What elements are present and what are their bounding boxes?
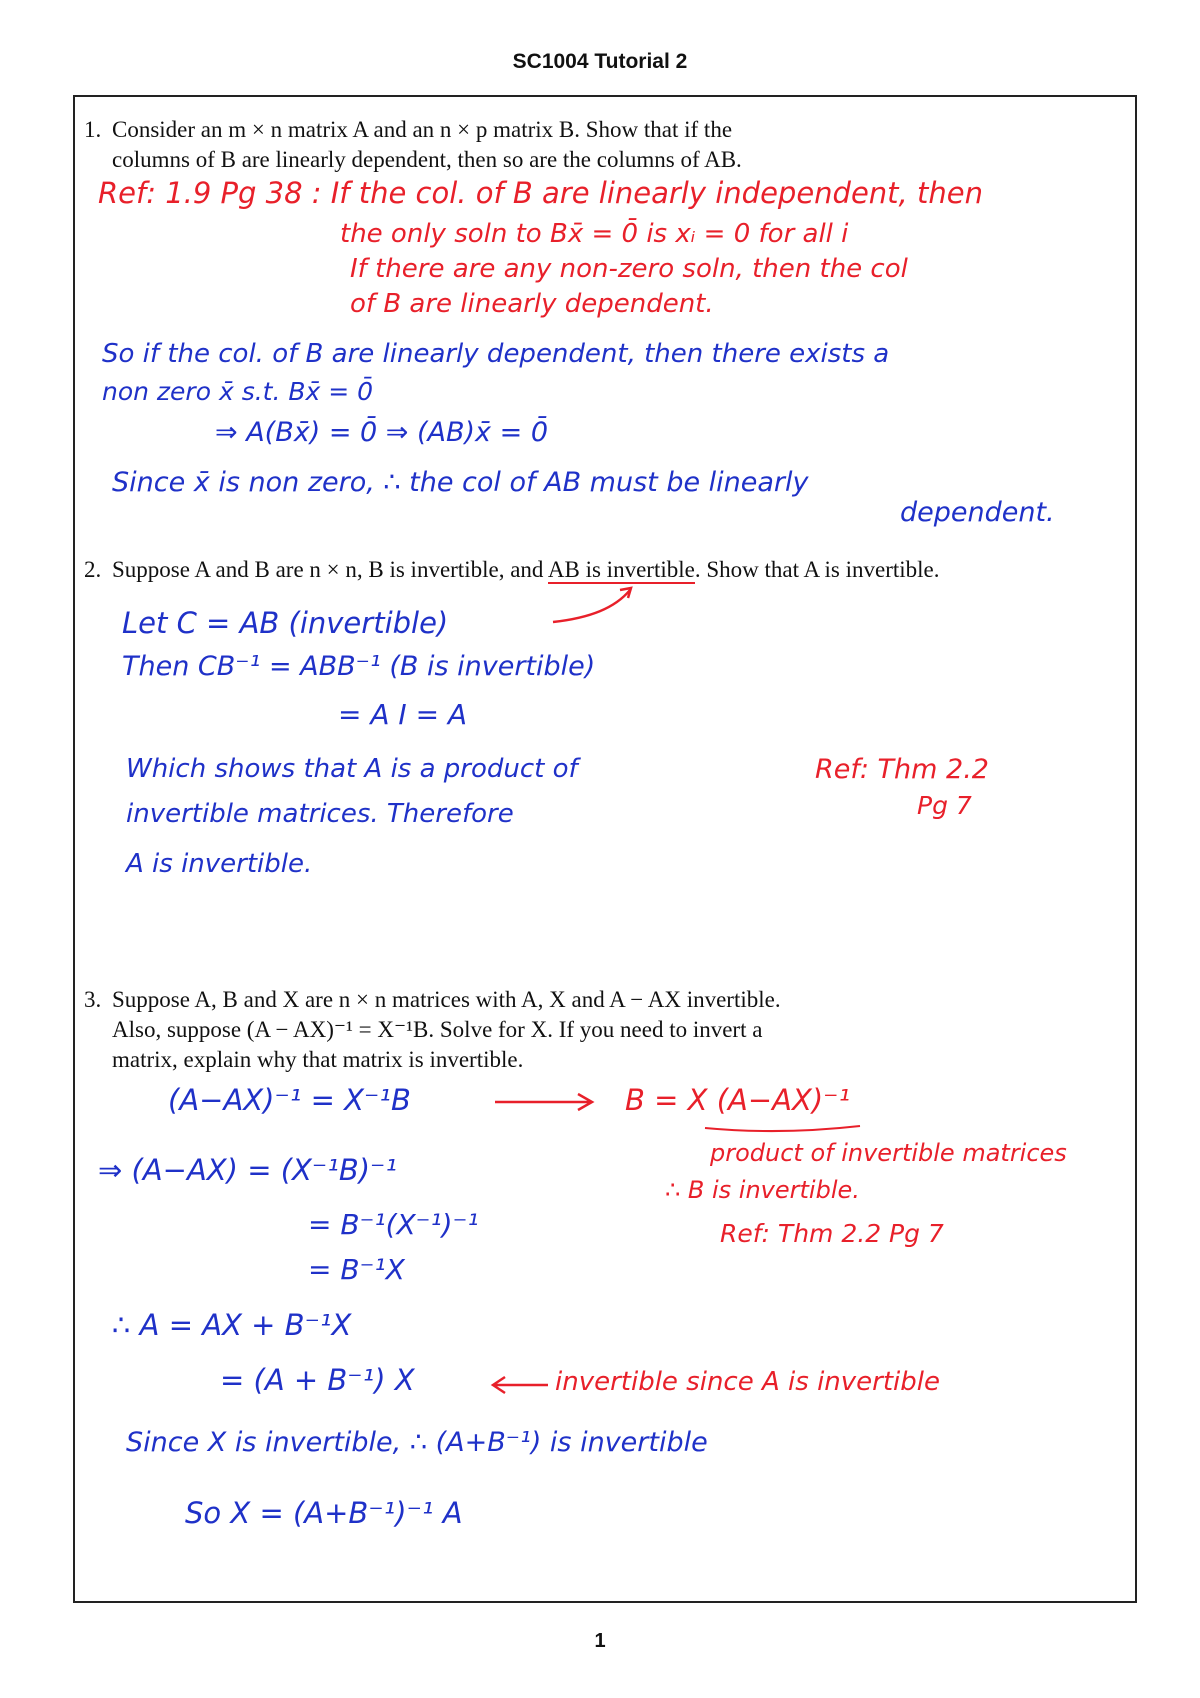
handwritten-note: invertible since A is invertible: [555, 1367, 940, 1397]
handwritten-note: of B are linearly dependent.: [350, 289, 714, 319]
handwritten-note: Since x̄ is non zero, ∴ the col of AB must be linearly: [112, 467, 809, 498]
handwritten-note: = B⁻¹(X⁻¹)⁻¹: [308, 1208, 479, 1241]
question-text-line: Also, suppose (A − AX)⁻¹ = X⁻¹B. Solve for X. If you need to invert a: [112, 1017, 763, 1042]
handwritten-note: = (A + B⁻¹) X: [220, 1363, 415, 1397]
handwritten-note: = B⁻¹X: [308, 1253, 405, 1286]
handwritten-note: product of invertible matrices: [710, 1139, 1067, 1167]
handwritten-note: (A−AX)⁻¹ = X⁻¹B: [168, 1083, 411, 1117]
handwritten-note: Since X is invertible, ∴ (A+B⁻¹) is invertible: [126, 1427, 708, 1458]
page-header: SC1004 Tutorial 2: [512, 50, 688, 73]
handwritten-note: Ref: Thm 2.2 Pg 7: [720, 1219, 944, 1248]
handwritten-note: Ref: 1.9 Pg 38 : If the col. of B are linearly independent, then: [98, 176, 983, 210]
question-number: 1.: [84, 117, 102, 142]
handwritten-note: Ref: Thm 2.2: [815, 754, 989, 785]
page-number: 1: [594, 1630, 606, 1652]
handwritten-note: dependent.: [900, 497, 1055, 528]
handwritten-note: Then CB⁻¹ = ABB⁻¹ (B is invertible): [122, 651, 596, 682]
handwritten-note: Pg 7: [917, 791, 972, 820]
arrow-icon: [495, 1094, 592, 1110]
question-text-line: Consider an m × n matrix A and an n × p matrix B. Show that if the: [112, 117, 733, 142]
handwritten-note: So if the col. of B are linearly dependent, then there exists a: [102, 339, 890, 369]
handwritten-note: ∴ A = AX + B⁻¹X: [112, 1308, 352, 1342]
handwritten-note: A is invertible.: [126, 849, 313, 879]
handwritten-note: Let C = AB (invertible): [122, 606, 449, 640]
question-text-line: matrix, explain why that matrix is invertible.: [112, 1047, 524, 1072]
handwritten-note: = A I = A: [338, 698, 468, 731]
question-text: Suppose A and B are n × n, B is invertible, and: [112, 557, 548, 582]
question-number: 3.: [84, 987, 102, 1012]
underlined-phrase: AB is invertible: [547, 557, 695, 582]
arrow-icon: [553, 590, 630, 622]
handwritten-note: ⇒ (A−AX) = (X⁻¹B)⁻¹: [98, 1153, 397, 1187]
handwritten-note: invertible matrices. Therefore: [126, 799, 514, 829]
brace-icon: [705, 1126, 860, 1131]
question-text-line: columns of B are linearly dependent, then so are the columns of AB.: [112, 147, 742, 172]
handwritten-note: ⇒ A(Bx̄) = 0̄ ⇒ (AB)x̄ = 0̄: [215, 417, 549, 448]
question-number: 2.: [84, 557, 102, 582]
handwritten-note: If there are any non-zero soln, then the col: [350, 254, 908, 284]
handwritten-note: ∴ B is invertible.: [665, 1176, 860, 1204]
arrow-icon: [493, 1377, 548, 1393]
handwritten-note: non zero x̄ s.t. Bx̄ = 0̄: [102, 377, 374, 406]
handwritten-note: the only soln to Bx̄ = 0̄ is xᵢ = 0 for all i: [340, 219, 849, 249]
handwritten-note: So X = (A+B⁻¹)⁻¹ A: [185, 1496, 463, 1530]
question-text: . Show that A is invertible.: [694, 557, 940, 582]
handwritten-note: B = X (A−AX)⁻¹: [625, 1083, 851, 1117]
question-text-line: Suppose A, B and X are n × n matrices with A, X and A − AX invertible.: [112, 987, 781, 1012]
handwritten-note: Which shows that A is a product of: [126, 754, 578, 784]
